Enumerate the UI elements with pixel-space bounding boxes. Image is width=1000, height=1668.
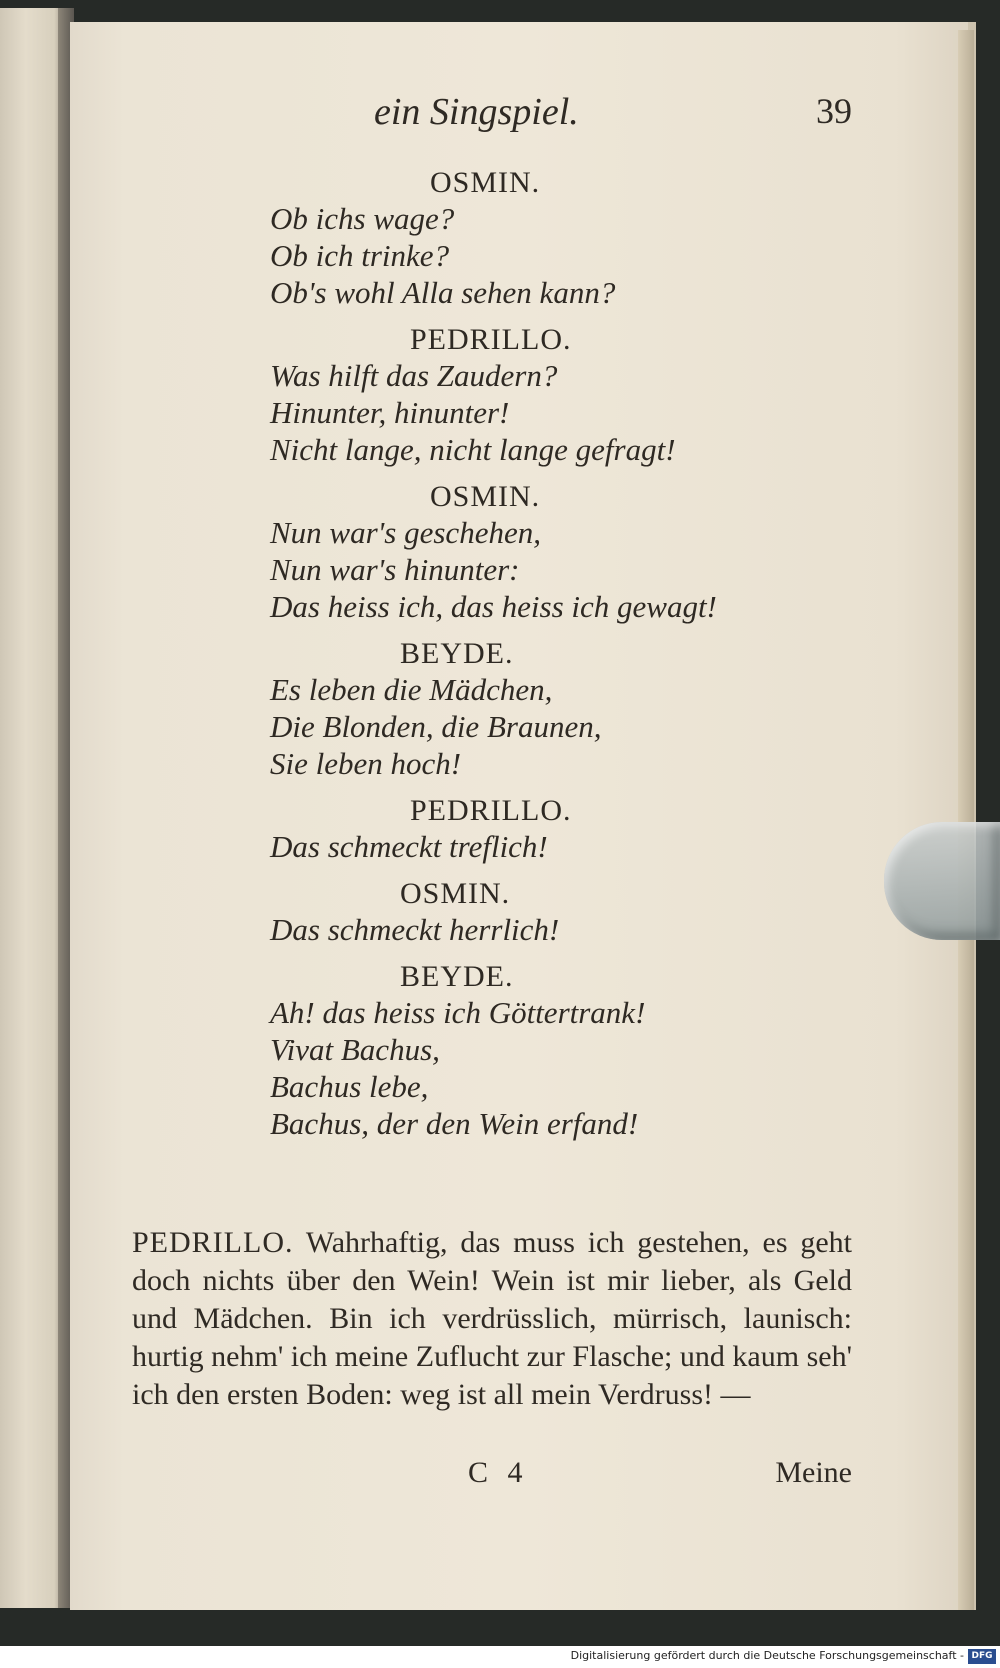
verse-line: Das schmeckt treflich! — [270, 829, 548, 864]
page-number: 39 — [816, 91, 852, 131]
speaker-label: PEDRILLO. — [410, 323, 572, 356]
credit-bar — [0, 1646, 1000, 1668]
speaker-label: PEDRILLO. — [410, 794, 572, 827]
verse-line: Das schmeckt herrlich! — [270, 912, 560, 947]
catchword: Meine — [775, 1456, 852, 1489]
song-block — [270, 319, 870, 468]
speaker-label: OSMIN. — [430, 166, 541, 199]
page-holder-clip — [884, 822, 1000, 940]
prose-paragraph — [132, 1224, 852, 1414]
dfg-logo-icon: DFG — [968, 1649, 996, 1664]
running-title: ein Singspiel. — [374, 91, 579, 133]
verse-line: Vivat Bachus, — [270, 1032, 440, 1067]
verse-line: Ah! das heiss ich Göttertrank! — [270, 995, 646, 1030]
speaker-label: OSMIN. — [400, 877, 511, 910]
song-text — [270, 162, 870, 1150]
credit-text: Digitalisierung gefördert durch die Deutsche Forschungsgemeinschaft - — [570, 1649, 964, 1662]
prose-text: Wahrhaftig, das muss ich gestehen, es geht doch nichts über den Wein! Wein ist mir lieber, als Geld und Mädchen. Bin ich verdrüsslich, mürrisch, launisch: hurtig nehm' ich meine Zuflucht zur Flasche; und kaum seh' ich den ersten Boden: weg ist all mein Verdruss! — — [132, 1226, 852, 1411]
verse-line: Die Blonden, die Braunen, — [270, 709, 602, 744]
verse-line: Ob's wohl Alla sehen kann? — [270, 275, 616, 310]
page-stack-edge — [958, 30, 974, 1610]
page-header — [360, 90, 860, 140]
adjacent-page-edge — [0, 8, 64, 1608]
verse-line: Was hilft das Zaudern? — [270, 358, 558, 393]
verse-line: Nicht lange, nicht lange gefragt! — [270, 432, 676, 467]
speaker-label: BEYDE. — [400, 960, 514, 993]
verse-line: Sie leben hoch! — [270, 746, 462, 781]
prose-speaker: PEDRILLO. — [132, 1226, 294, 1259]
verse-line: Es leben die Mädchen, — [270, 672, 553, 707]
speaker-label: OSMIN. — [430, 480, 541, 513]
song-block — [270, 476, 870, 625]
song-block — [270, 873, 870, 948]
song-block — [270, 956, 870, 1142]
song-block — [270, 633, 870, 782]
speaker-label: BEYDE. — [400, 637, 514, 670]
verse-line: Nun war's hinunter: — [270, 552, 520, 587]
song-block — [270, 790, 870, 865]
page-footer — [132, 1456, 852, 1496]
verse-line: Das heiss ich, das heiss ich gewagt! — [270, 589, 717, 624]
verse-line: Bachus, der den Wein erfand! — [270, 1106, 639, 1141]
song-block — [270, 162, 870, 311]
verse-line: Nun war's geschehen, — [270, 515, 541, 550]
verse-line: Ob ich trinke? — [270, 238, 450, 273]
verse-line: Hinunter, hinunter! — [270, 395, 510, 430]
verse-line: Ob ichs wage? — [270, 201, 455, 236]
verse-line: Bachus lebe, — [270, 1069, 429, 1104]
signature-mark: C 4 — [468, 1456, 529, 1489]
